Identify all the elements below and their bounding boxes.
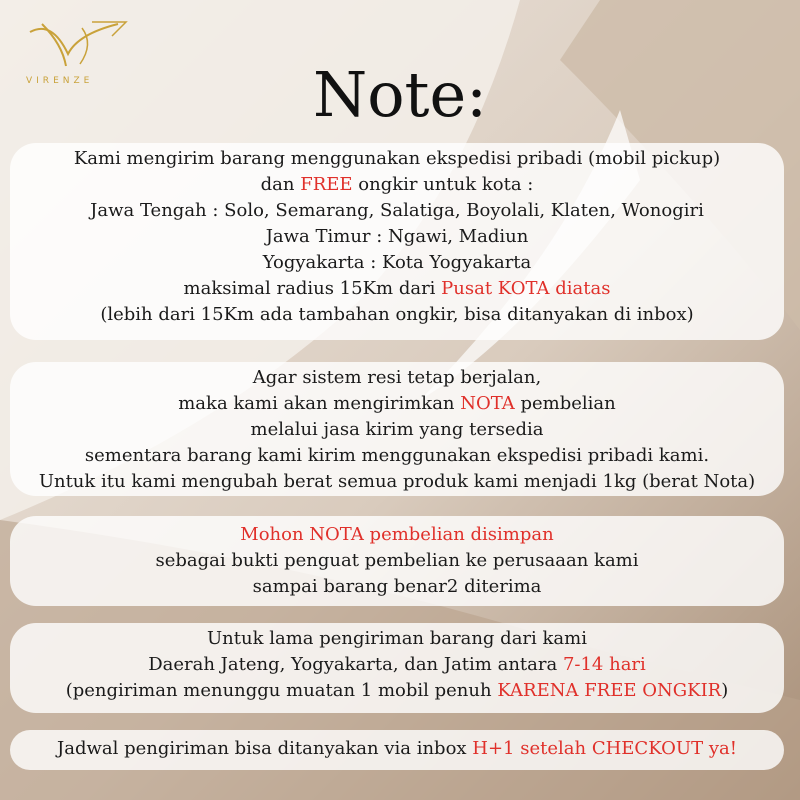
card4-line: Untuk lama pengiriman barang dari kami xyxy=(207,628,587,649)
card3-line: sebagai bukti penguat pembelian ke perusaaan kami xyxy=(155,550,639,571)
page-title: Note: xyxy=(312,58,488,131)
text: maka kami akan mengirimkan xyxy=(178,393,461,414)
highlight-text: NOTA xyxy=(460,393,515,414)
text: Jadwal pengiriman bisa ditanyakan via inbox xyxy=(57,738,473,759)
highlight-text: Pusat KOTA diatas xyxy=(441,278,611,299)
card1-line: Jawa Tengah : Solo, Semarang, Salatiga, Boyolali, Klaten, Wonogiri xyxy=(90,200,704,221)
card1-line: (lebih dari 15Km ada tambahan ongkir, bisa ditanyakan di inbox) xyxy=(100,304,694,325)
text: ongkir untuk kota : xyxy=(352,174,534,195)
schedule-card xyxy=(10,730,784,770)
shipping-info-card xyxy=(10,143,784,340)
card1-line: Yogyakarta : Kota Yogyakarta xyxy=(262,252,532,273)
highlight-text: H+1 setelah CHECKOUT ya! xyxy=(472,738,737,759)
card3-line: sampai barang benar2 diterima xyxy=(252,576,542,597)
card2-line xyxy=(10,391,784,417)
text: pembelian xyxy=(514,393,616,414)
text: Daerah Jateng, Yogyakarta, dan Jatim antara xyxy=(148,654,563,675)
card1-line xyxy=(10,172,784,198)
card1-line xyxy=(10,276,784,302)
text: ) xyxy=(721,680,729,701)
card2-line: sementara barang kami kirim menggunakan ekspedisi pribadi kami. xyxy=(84,445,710,466)
receipt-info-card xyxy=(10,362,784,496)
logo-text: VIRENZE xyxy=(26,76,94,86)
highlight-text: KARENA FREE ONGKIR xyxy=(497,680,722,701)
text: dan xyxy=(260,174,301,195)
highlight-text: FREE xyxy=(300,174,353,195)
card2-line: melalui jasa kirim yang tersedia xyxy=(250,419,544,440)
keep-receipt-card xyxy=(10,516,784,606)
card5-line xyxy=(10,736,784,762)
card1-line: Kami mengirim barang menggunakan ekspedisi pribadi (mobil pickup) xyxy=(73,148,721,169)
text: (pengiriman menunggu muatan 1 mobil penuh xyxy=(65,680,498,701)
highlight-text: 7-14 hari xyxy=(562,654,646,675)
card1-line: Jawa Timur : Ngawi, Madiun xyxy=(265,226,529,247)
delivery-time-card xyxy=(10,623,784,713)
text: maksimal radius 15Km dari xyxy=(183,278,442,299)
card2-line: Untuk itu kami mengubah berat semua produk kami menjadi 1kg (berat Nota) xyxy=(38,471,756,492)
card2-line: Agar sistem resi tetap berjalan, xyxy=(252,367,542,388)
card4-line xyxy=(10,652,784,678)
highlight-text: Mohon NOTA pembelian disimpan xyxy=(240,524,554,545)
card4-line xyxy=(10,678,784,704)
